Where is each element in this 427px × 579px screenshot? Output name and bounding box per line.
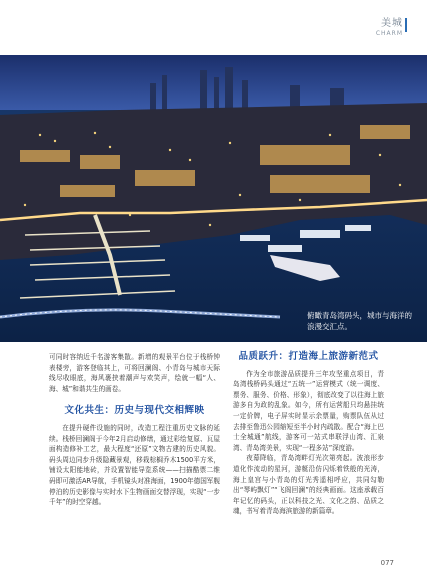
left-paragraph-2: 在提升硬件设施的同时，改造工程注重历史文脉的延续。栈桥回澜阁于今年2月启动修缮，通过彩绘复原、瓦屋面构造修补工艺，最大程度“还原”文物古建的历史风貌。码头周边同步升级隐藏景观，移栽棕榈乔木1500平方米，铺设太阳能地砖，并设置智能导览系统——扫描酷票二维码即可激活AR导航，手机镜头对准海面，1900年德国军舰停泊的历史影像与实时水下生物画面交替浮现，实现“一步千年”的时空穿越。	[49, 423, 220, 507]
left-paragraph-1: 可同时容纳近千名游客集散。新增的观景平台位于栈桥钟表楼旁，游客登临其上，可将回澜阁、小青岛与城市天际线尽收眼底，海风裹挟着潮声与欢笑声，绘就一幅“人、海、城”和谐共生的画卷。	[49, 353, 220, 393]
section-heading-quality: 品质跃升：打造海上旅游新范式	[238, 351, 379, 362]
section-heading-culture: 文化共生：历史与现代交相辉映	[64, 405, 205, 417]
section-tag	[376, 14, 403, 37]
section-name-cn: 美城	[381, 18, 403, 29]
left-text-column	[49, 352, 220, 508]
right-paragraph-2: 夜幕降临，青岛湾畔灯光次第亮起。波浪形步道化作流动的星河，游艇沿仿闪烁着铁般的光涛，海上皇宫与小青岛的灯光秀遥相呼应，共同勾勒出“琴屿飘灯”“飞阁回澜”的经典画面。这座承载百年记忆的码头，正以科技之光、文化之韵、品质之魂，书写着青岛海滨旅游的新篇章。	[233, 454, 384, 516]
photo-caption: 俯瞰青岛湾码头，城市与海洋的浪漫交汇点。	[307, 311, 412, 331]
right-paragraph-1: 作为全市旅游品质提升三年攻坚重点项目，青岛湾栈桥码头通过“五统一”运营模式（统一调度、票务、服务、价格、形象），彻底改变了以往海上旅游多自为政的乱象。如今，所有运营船只均悬挂统一定价牌，电子屏实时显示余票量，购票队伍从过去排至鲁迅公园缩短至半小时内疏散。配合“海上巴士全城通”航线，游客可一站式串联浮山湾、汇泉湾、青岛湾美景，实现“一程多站”深度游。	[233, 369, 384, 452]
section-name-en: CHARM	[375, 30, 403, 37]
section-accent-bar	[405, 18, 407, 32]
page-number: 077	[380, 559, 394, 567]
night-harbor-illustration	[0, 55, 427, 342]
right-text-column	[233, 352, 384, 517]
harbor-photo	[0, 55, 427, 342]
